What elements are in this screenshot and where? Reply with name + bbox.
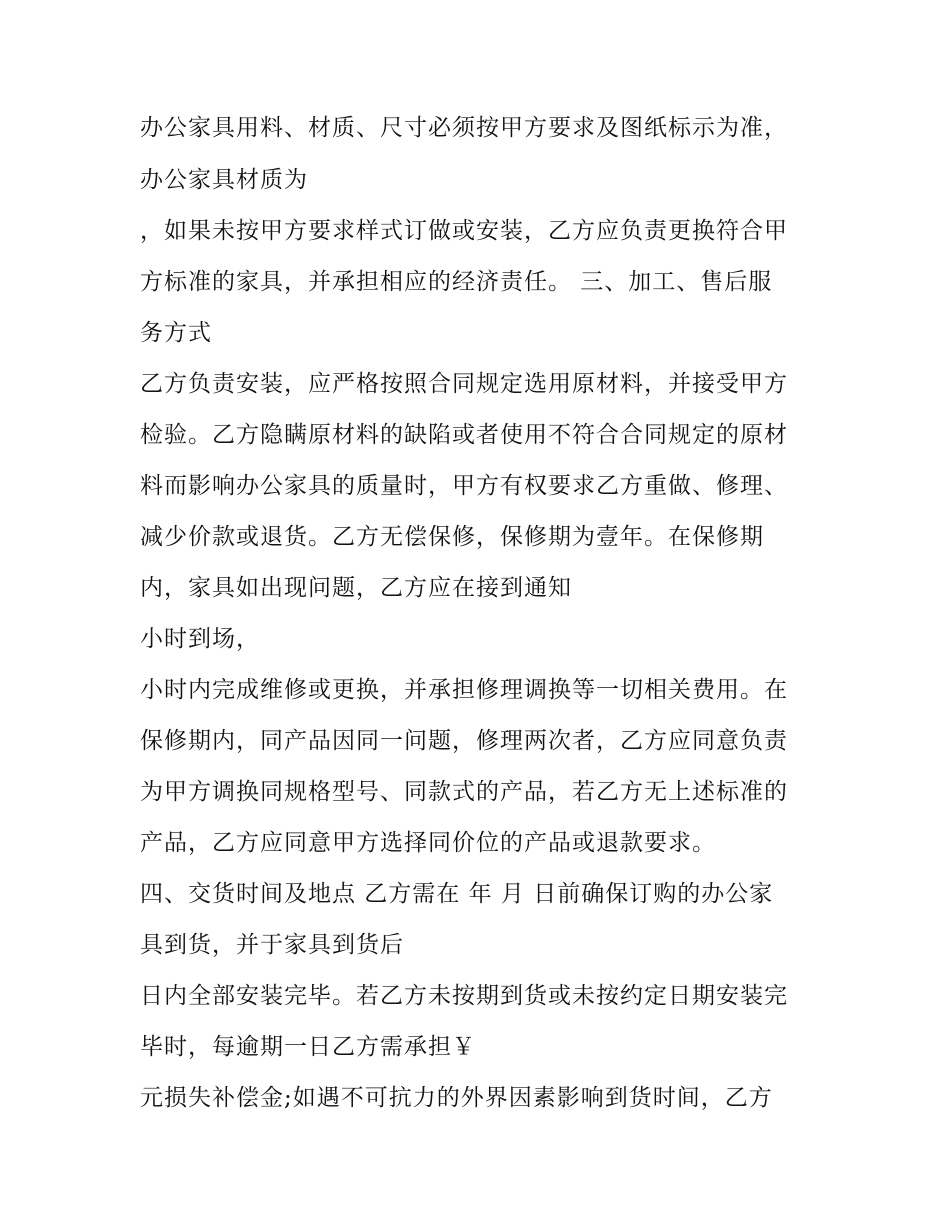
text-line: 产品，乙方应同意甲方选择同价位的产品或退款要求。 [140,830,716,856]
text-line: 务方式 [140,320,212,346]
text-line: 减少价款或退货。乙方无偿保修，保修期为壹年。在保修期 [140,524,764,550]
text-line: 日内全部安装完毕。若乙方未按期到货或未按约定日期安装完 [140,983,788,1009]
text-line: 四、交货时间及地点 乙方需在 年 月 日前确保订购的办公家 [140,881,774,907]
text-line: 料而影响办公家具的质量时，甲方有权要求乙方重做、修理、 [140,473,788,499]
text-line: 毕时，每逾期一日乙方需承担￥ [140,1034,476,1060]
text-line: 小时到场， [140,626,260,652]
text-line: 为甲方调换同规格型号、同款式的产品，若乙方无上述标准的 [140,779,788,805]
text-line: 检验。乙方隐瞒原材料的缺陷或者使用不符合合同规定的原材 [140,422,788,448]
text-line: 小时内完成维修或更换，并承担修理调换等一切相关费用。在 [140,677,788,703]
text-line: ，如果未按甲方要求样式订做或安装，乙方应负责更换符合甲 [140,218,788,244]
text-line: 具到货，并于家具到货后 [140,932,404,958]
text-line: 元损失补偿金;如遇不可抗力的外界因素影响到货时间，乙方 [140,1085,773,1111]
text-line: 内，家具如出现问题，乙方应在接到通知 [140,575,572,601]
text-line: 保修期内，同产品因同一问题，修理两次者，乙方应同意负责 [140,728,788,754]
text-line: 乙方负责安装，应严格按照合同规定选用原材料，并接受甲方 [140,371,788,397]
text-line: 方标准的家具，并承担相应的经济责任。 三、加工、售后服 [140,269,773,295]
text-line: 办公家具材质为 [140,167,308,193]
text-line: 办公家具用料、材质、尺寸必须按甲方要求及图纸标示为准， [140,115,788,141]
